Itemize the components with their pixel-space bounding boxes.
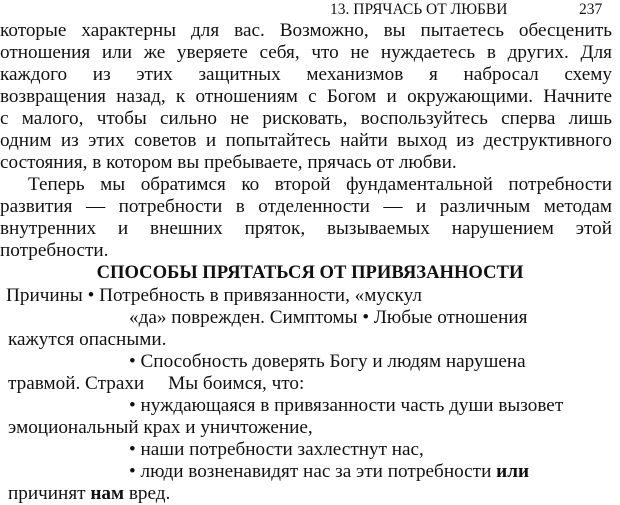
text-line: внутренних и внешних пряток, вызываемых нарушением этой <box>0 218 612 239</box>
table-line <box>129 461 529 483</box>
table-line <box>8 483 170 505</box>
table-line: кажутся опасными. <box>8 329 167 350</box>
text-line: Теперь мы обратимся ко второй фундаментальной потребности <box>28 174 612 195</box>
text-run: причинят <box>8 483 91 504</box>
table-line: • Способность доверять Богу и людям нарушена <box>129 351 526 372</box>
section-title: СПОСОБЫ ПРЯТАТЬСЯ ОТ ПРИВЯЗАННОСТИ <box>96 262 524 283</box>
text-run: • люди возненавидят нас за эти потребности <box>129 461 497 482</box>
text-line: одним из этих советов и попытайтесь найти выход из деструктивного <box>0 130 612 151</box>
table-line: • наши потребности захлестнут нас, <box>129 439 424 460</box>
page-number: 237 <box>579 1 603 18</box>
table-line: Причины • Потребность в привязанности, «мускул <box>6 285 422 306</box>
text-line: отношения или же уверяете себя, что не нуждаетесь в других. Для <box>0 42 612 63</box>
bold-word: нам <box>90 483 125 504</box>
text-line: развития — потребности в отделенности — и различным методам <box>0 196 612 217</box>
text-run: вред. <box>124 483 171 504</box>
table-line: • нуждающаяся в привязанности часть души вызовет <box>129 395 564 416</box>
text-line: с малого, чтобы сильно не рисковать, воспользуйтесь сперва лишь <box>0 108 612 129</box>
table-line: травмой. Страхи Мы боимся, что: <box>8 373 305 394</box>
text-line: возвращения назад, к отношениям с Богом и окружающими. Начните <box>0 86 612 107</box>
text-line: состояния, в котором вы пребываете, прячась от любви. <box>0 152 457 173</box>
text-line: потребности. <box>0 240 109 261</box>
table-line: «да» поврежден. Симптомы • Любые отношения <box>129 307 528 328</box>
table-line: эмоциональный крах и уничтожение, <box>8 417 313 438</box>
text-line: каждого из этих защитных механизмов я набросал схему <box>0 64 612 85</box>
bold-word: или <box>496 461 530 482</box>
chapter-title: 13. ПРЯЧАСЬ ОТ ЛЮБВИ <box>330 1 508 18</box>
text-line: которые характерны для вас. Возможно, вы пытаетесь обесценить <box>0 20 612 41</box>
